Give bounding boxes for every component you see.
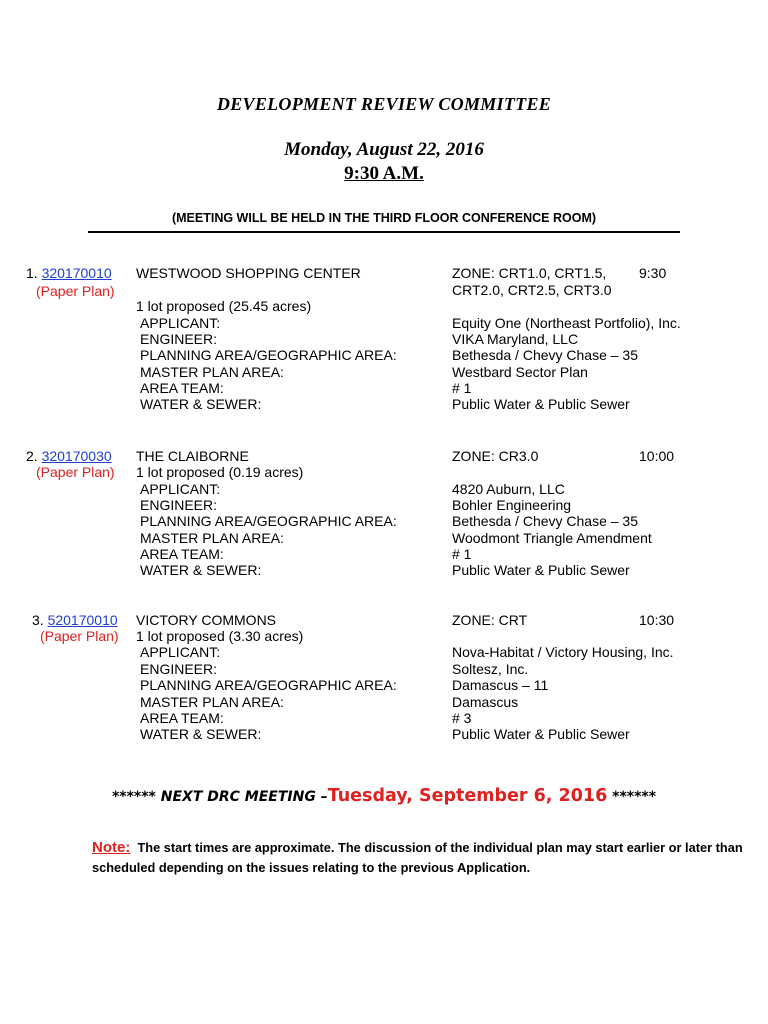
- planning-area-label: PLANNING AREA/GEOGRAPHIC AREA:: [140, 347, 397, 363]
- note-text: The start times are approximate. The discussion of the individual plan may start earlier or later than scheduled depending on the issues relating to the previous Application.: [92, 840, 743, 875]
- master-plan-label: MASTER PLAN AREA:: [140, 530, 284, 546]
- applicant-label: APPLICANT:: [140, 644, 221, 660]
- area-team-value: # 3: [452, 710, 472, 726]
- water-sewer-label: WATER & SEWER:: [140, 726, 262, 742]
- engineer-label: ENGINEER:: [140, 497, 218, 513]
- header-divider: [88, 231, 680, 233]
- area-team-value: # 1: [452, 546, 472, 562]
- item-number: 2. 320170030: [26, 448, 112, 464]
- applicant-value: Nova-Habitat / Victory Housing, Inc.: [452, 644, 674, 660]
- page-title: DEVELOPMENT REVIEW COMMITTEE: [216, 94, 552, 114]
- plan-number-link[interactable]: 520170010: [47, 612, 118, 628]
- area-team-label: AREA TEAM:: [140, 546, 224, 562]
- project-name: THE CLAIBORNE: [136, 448, 249, 464]
- planning-area-value: Bethesda / Chevy Chase – 35: [452, 347, 639, 363]
- master-plan-label: MASTER PLAN AREA:: [140, 694, 284, 710]
- zone: ZONE: CR3.0: [452, 448, 539, 464]
- paper-plan-label: (Paper Plan): [36, 283, 115, 299]
- paper-plan-label: (Paper Plan): [36, 464, 115, 480]
- start-time: 9:30: [639, 265, 667, 281]
- lots-proposed: 1 lot proposed (0.19 acres): [136, 464, 304, 480]
- start-time: 10:30: [639, 612, 675, 628]
- lots-proposed: 1 lot proposed (3.30 acres): [136, 628, 304, 644]
- master-plan-value: Damascus: [452, 694, 519, 710]
- applicant-value: 4820 Auburn, LLC: [452, 481, 565, 497]
- water-sewer-value: Public Water & Public Sewer: [452, 562, 630, 578]
- water-sewer-value: Public Water & Public Sewer: [452, 726, 630, 742]
- master-plan-value: Woodmont Triangle Amendment: [452, 530, 652, 546]
- planning-area-label: PLANNING AREA/GEOGRAPHIC AREA:: [140, 513, 397, 529]
- planning-area-label: PLANNING AREA/GEOGRAPHIC AREA:: [140, 677, 397, 693]
- planning-area-value: Damascus – 11: [452, 677, 549, 693]
- area-team-value: # 1: [452, 380, 472, 396]
- area-team-label: AREA TEAM:: [140, 710, 224, 726]
- start-time: 10:00: [639, 448, 675, 464]
- next-meeting-date: Tuesday, September 6, 2016: [327, 786, 608, 806]
- engineer-label: ENGINEER:: [140, 661, 218, 677]
- item-number: 1. 320170010: [26, 265, 112, 281]
- zone: ZONE: CRT: [452, 612, 528, 628]
- meeting-date: Monday, August 22, 2016: [284, 139, 484, 160]
- plan-number-link[interactable]: 320170030: [41, 448, 112, 464]
- meeting-time: 9:30 A.M.: [344, 163, 424, 184]
- water-sewer-label: WATER & SEWER:: [140, 396, 262, 412]
- note-paragraph: [92, 838, 768, 878]
- applicant-label: APPLICANT:: [140, 481, 221, 497]
- project-name: VICTORY COMMONS: [136, 612, 277, 628]
- engineer-value: Bohler Engineering: [452, 497, 572, 513]
- item-number: 3. 520170010: [32, 612, 118, 628]
- master-plan-label: MASTER PLAN AREA:: [140, 364, 284, 380]
- paper-plan-label: (Paper Plan): [40, 628, 119, 644]
- engineer-value: Soltesz, Inc.: [452, 661, 529, 677]
- planning-area-value: Bethesda / Chevy Chase – 35: [452, 513, 639, 529]
- engineer-value: VIKA Maryland, LLC: [452, 331, 579, 347]
- applicant-value: Equity One (Northeast Portfolio), Inc.: [452, 315, 681, 331]
- meeting-location: (MEETING WILL BE HELD IN THE THIRD FLOOR CONFERENCE ROOM): [171, 211, 597, 225]
- area-team-label: AREA TEAM:: [140, 380, 224, 396]
- zone-continued: CRT2.0, CRT2.5, CRT3.0: [452, 282, 612, 298]
- plan-number-link[interactable]: 320170010: [41, 265, 112, 281]
- project-name: WESTWOOD SHOPPING CENTER: [136, 265, 361, 281]
- next-meeting-line: ****** NEXT DRC MEETING –Tuesday, September 6, 2016 ******: [111, 786, 657, 806]
- master-plan-value: Westbard Sector Plan: [452, 364, 588, 380]
- lots-proposed: 1 lot proposed (25.45 acres): [136, 298, 312, 314]
- note-label: Note:: [92, 839, 131, 856]
- zone: ZONE: CRT1.0, CRT1.5,: [452, 265, 607, 281]
- applicant-label: APPLICANT:: [140, 315, 221, 331]
- engineer-label: ENGINEER:: [140, 331, 218, 347]
- water-sewer-value: Public Water & Public Sewer: [452, 396, 630, 412]
- water-sewer-label: WATER & SEWER:: [140, 562, 262, 578]
